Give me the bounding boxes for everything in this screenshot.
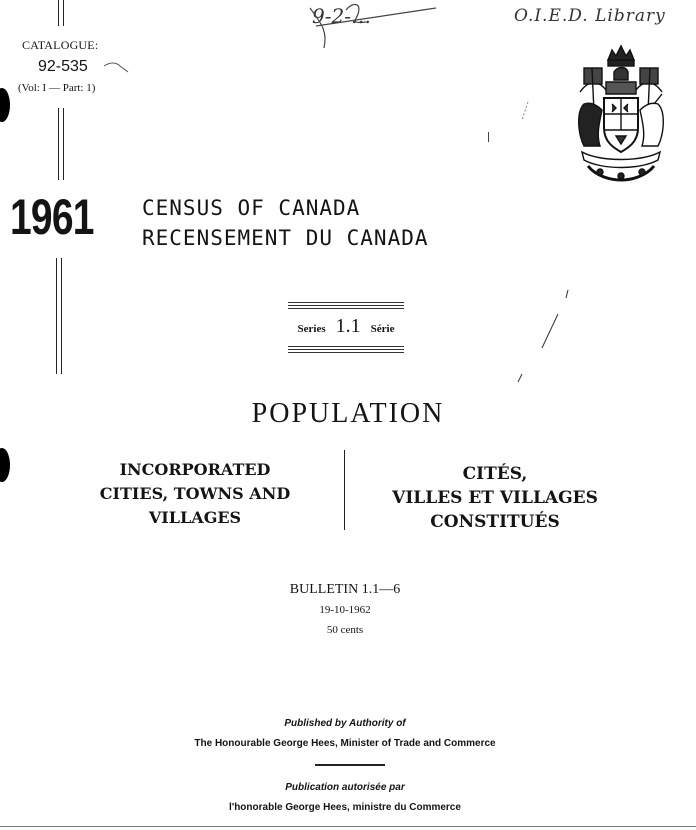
- series-rule: [288, 352, 404, 353]
- series-rule: [288, 305, 404, 306]
- punch-hole-bottom: [0, 448, 10, 482]
- subtitle-en-line: CITIES, TOWNS AND: [99, 484, 291, 503]
- handwritten-strike: [306, 0, 446, 56]
- minister-french: l'honorable George Hees, ministre du Commerce: [229, 802, 461, 813]
- coat-of-arms-icon: [570, 42, 672, 182]
- catalogue-number: 92-535: [38, 58, 88, 75]
- series-rule: [288, 346, 404, 347]
- binder-bar-top: [58, 0, 64, 26]
- series-rule: [288, 302, 404, 303]
- series-label-fr: Série: [370, 323, 395, 335]
- bulletin-number: BULLETIN 1.1—6: [289, 582, 401, 597]
- subtitle-en-line: INCORPORATED: [119, 460, 271, 479]
- minister-english: The Honourable George Hees, Minister of Trade and Commerce: [194, 738, 496, 749]
- handwritten-note: 9-2-…: [312, 4, 371, 28]
- series-number: 1.1: [335, 315, 361, 337]
- stray-mark: [518, 100, 532, 126]
- stray-mark: [488, 132, 489, 142]
- subtitle-en-line: VILLAGES: [148, 508, 242, 527]
- separator-rule: [315, 764, 385, 766]
- subtitle-fr-line: CONSTITUÉS: [430, 512, 560, 532]
- binder-bar-mid: [58, 108, 64, 180]
- catalogue-label: CATALOGUE:: [22, 38, 99, 52]
- census-year: 1961: [10, 189, 94, 245]
- subtitle-french: [370, 462, 620, 534]
- library-stamp-text: O.I.E.D. Library: [514, 6, 666, 26]
- subtitle-english: [70, 458, 320, 530]
- column-divider: [344, 450, 345, 530]
- page-bottom-edge: [0, 826, 696, 827]
- subtitle-fr-line: CITÉS,: [462, 464, 528, 484]
- subtitle-fr-line: VILLES ET VILLAGES: [392, 488, 598, 508]
- series-rule: [288, 349, 404, 350]
- bulletin-price: 50 cents: [326, 624, 364, 636]
- authority-french: Publication autorisée par: [285, 782, 405, 793]
- stray-mark: [512, 286, 572, 386]
- series-block: [288, 302, 404, 355]
- subject-heading: POPULATION: [251, 398, 445, 429]
- punch-hole-top: [0, 88, 10, 122]
- series-row: [288, 315, 404, 338]
- bulletin-date: 19-10-1962: [319, 604, 371, 616]
- catalogue-volume: (Vol: I — Part: 1): [18, 82, 96, 94]
- series-label-en: Series: [297, 323, 326, 335]
- binder-bar-low: [56, 258, 62, 374]
- title-french: RECENSEMENT DU CANADA: [142, 226, 429, 250]
- title-english: CENSUS OF CANADA: [142, 196, 361, 220]
- series-rule: [288, 308, 404, 309]
- pencil-tick: [102, 60, 132, 76]
- authority-english: Published by Authority of: [284, 718, 406, 729]
